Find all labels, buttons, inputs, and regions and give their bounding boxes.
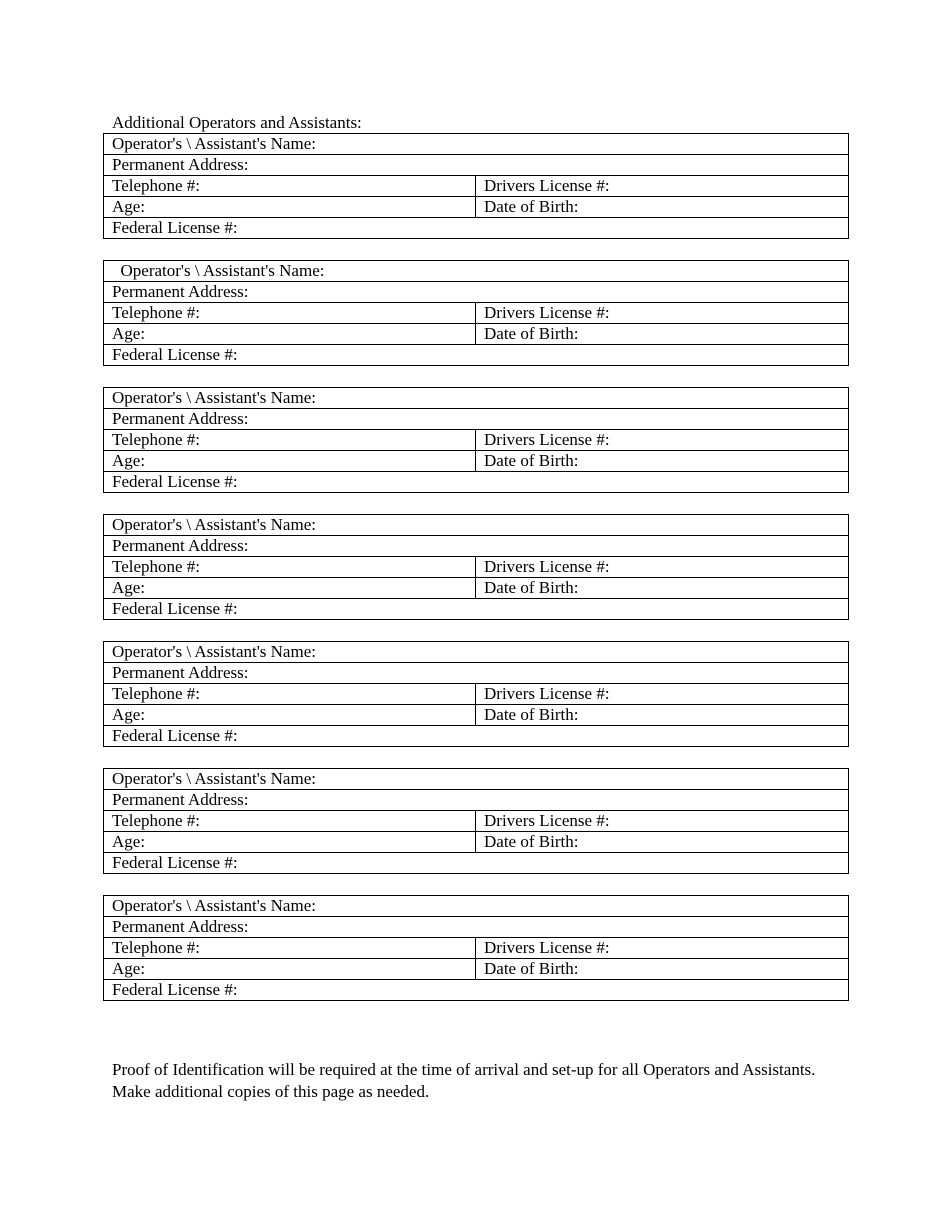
identification-note: Proof of Identification will be required at the time of arrival and set-up for all Operators and Assistants. Make additional copies of this page as needed.	[112, 1060, 816, 1101]
federal-license-field[interactable]: Federal License #:	[104, 472, 849, 493]
federal-license-row	[104, 472, 849, 493]
name-row	[104, 261, 849, 282]
name-field[interactable]: Operator's \ Assistant's Name:	[104, 642, 849, 663]
name-field[interactable]: Operator's \ Assistant's Name:	[104, 388, 849, 409]
federal-license-row	[104, 980, 849, 1001]
name-field[interactable]: Operator's \ Assistant's Name:	[104, 134, 849, 155]
federal-license-row	[104, 345, 849, 366]
federal-license-field[interactable]: Federal License #:	[104, 345, 849, 366]
telephone-license-row	[104, 303, 849, 324]
address-row	[104, 282, 849, 303]
age-dob-row	[104, 451, 849, 472]
federal-license-row	[104, 726, 849, 747]
age-field[interactable]: Age:	[104, 578, 476, 599]
address-field[interactable]: Permanent Address:	[104, 790, 849, 811]
age-dob-row	[104, 832, 849, 853]
date-of-birth-field[interactable]: Date of Birth:	[476, 959, 849, 980]
telephone-field[interactable]: Telephone #:	[104, 938, 476, 959]
age-dob-row	[104, 197, 849, 218]
age-field[interactable]: Age:	[104, 324, 476, 345]
telephone-field[interactable]: Telephone #:	[104, 811, 476, 832]
address-field[interactable]: Permanent Address:	[104, 917, 849, 938]
name-field[interactable]: Operator's \ Assistant's Name:	[104, 515, 849, 536]
telephone-license-row	[104, 938, 849, 959]
telephone-license-row	[104, 684, 849, 705]
operator-block-5	[103, 641, 849, 747]
name-row	[104, 896, 849, 917]
address-field[interactable]: Permanent Address:	[104, 409, 849, 430]
name-field[interactable]: Operator's \ Assistant's Name:	[104, 261, 849, 282]
telephone-field[interactable]: Telephone #:	[104, 430, 476, 451]
drivers-license-field[interactable]: Drivers License #:	[476, 176, 849, 197]
federal-license-field[interactable]: Federal License #:	[104, 980, 849, 1001]
federal-license-row	[104, 853, 849, 874]
operator-block-3	[103, 387, 849, 493]
age-dob-row	[104, 705, 849, 726]
drivers-license-field[interactable]: Drivers License #:	[476, 430, 849, 451]
telephone-license-row	[104, 176, 849, 197]
name-field[interactable]: Operator's \ Assistant's Name:	[104, 896, 849, 917]
federal-license-field[interactable]: Federal License #:	[104, 853, 849, 874]
name-field[interactable]: Operator's \ Assistant's Name:	[104, 769, 849, 790]
address-field[interactable]: Permanent Address:	[104, 282, 849, 303]
age-field[interactable]: Age:	[104, 959, 476, 980]
drivers-license-field[interactable]: Drivers License #:	[476, 811, 849, 832]
age-dob-row	[104, 959, 849, 980]
operator-block-4	[103, 514, 849, 620]
age-field[interactable]: Age:	[104, 451, 476, 472]
operator-block-6	[103, 768, 849, 874]
name-row	[104, 134, 849, 155]
address-field[interactable]: Permanent Address:	[104, 663, 849, 684]
date-of-birth-field[interactable]: Date of Birth:	[476, 197, 849, 218]
telephone-license-row	[104, 557, 849, 578]
name-row	[104, 769, 849, 790]
name-row	[104, 642, 849, 663]
age-field[interactable]: Age:	[104, 832, 476, 853]
operator-block-7	[103, 895, 849, 1001]
address-row	[104, 409, 849, 430]
age-field[interactable]: Age:	[104, 197, 476, 218]
telephone-license-row	[104, 430, 849, 451]
address-row	[104, 536, 849, 557]
federal-license-field[interactable]: Federal License #:	[104, 599, 849, 620]
drivers-license-field[interactable]: Drivers License #:	[476, 684, 849, 705]
federal-license-row	[104, 218, 849, 239]
age-dob-row	[104, 578, 849, 599]
telephone-field[interactable]: Telephone #:	[104, 557, 476, 578]
date-of-birth-field[interactable]: Date of Birth:	[476, 451, 849, 472]
federal-license-row	[104, 599, 849, 620]
federal-license-field[interactable]: Federal License #:	[104, 218, 849, 239]
address-row	[104, 917, 849, 938]
operator-forms	[103, 133, 848, 1022]
operator-block-1	[103, 133, 849, 239]
age-field[interactable]: Age:	[104, 705, 476, 726]
date-of-birth-field[interactable]: Date of Birth:	[476, 705, 849, 726]
drivers-license-field[interactable]: Drivers License #:	[476, 303, 849, 324]
address-field[interactable]: Permanent Address:	[104, 155, 849, 176]
telephone-license-row	[104, 811, 849, 832]
date-of-birth-field[interactable]: Date of Birth:	[476, 324, 849, 345]
date-of-birth-field[interactable]: Date of Birth:	[476, 578, 849, 599]
operator-block-2	[103, 260, 849, 366]
telephone-field[interactable]: Telephone #:	[104, 303, 476, 324]
age-dob-row	[104, 324, 849, 345]
page-heading: Additional Operators and Assistants:	[112, 113, 362, 132]
date-of-birth-field[interactable]: Date of Birth:	[476, 832, 849, 853]
address-row	[104, 663, 849, 684]
federal-license-field[interactable]: Federal License #:	[104, 726, 849, 747]
address-row	[104, 155, 849, 176]
name-row	[104, 515, 849, 536]
name-row	[104, 388, 849, 409]
telephone-field[interactable]: Telephone #:	[104, 176, 476, 197]
drivers-license-field[interactable]: Drivers License #:	[476, 557, 849, 578]
address-field[interactable]: Permanent Address:	[104, 536, 849, 557]
drivers-license-field[interactable]: Drivers License #:	[476, 938, 849, 959]
address-row	[104, 790, 849, 811]
telephone-field[interactable]: Telephone #:	[104, 684, 476, 705]
